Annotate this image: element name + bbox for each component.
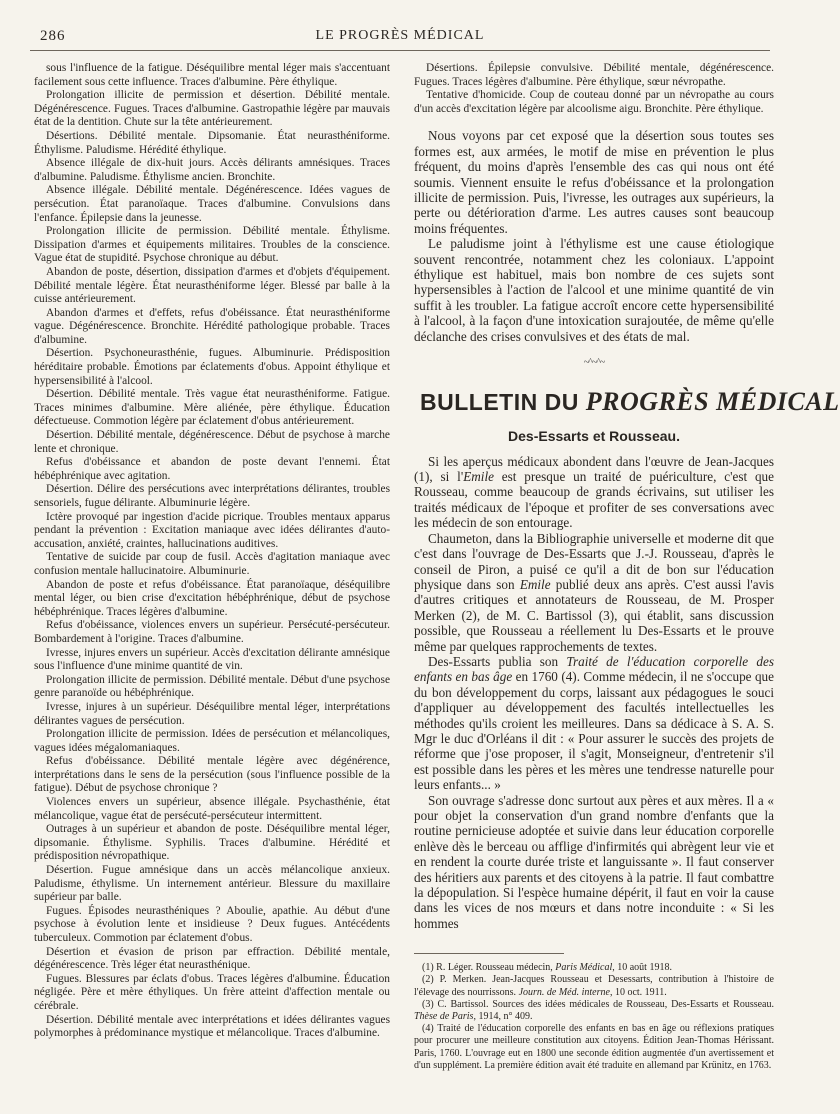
article-paragraph: Son ouvrage s'adresse donc surtout aux pères et aux mères. Il a « pour objet la conservation d'un grand nombre d'enfants que la routine pernicieuse adoptée et suivie dans leur éducation corporelle enlève dès le berceau ou afflige d'infirmités qui abrègent leur vie et en rendent la courte durée triste et languissante ». Il faut conserver des héritiers aux parents et des citoyens à la patrie. Il faut combattre la dépopulation. Si l'espèce humaine dépérit, il faut en voir la cause dans les vices de nos mœurs et dans notre inconduite : « Si les hommes [414, 792, 774, 931]
footnote: (2) P. Merken. Jean-Jacques Rousseau et Desessarts, contribution à l'histoire de l'élevage des nourrissons. Journ. de Méd. interne, 10 oct. 1911. [414, 974, 774, 998]
case-paragraph: Fugues. Épisodes neurasthéniques ? Aboulie, apathie. Au début d'une psychose à évolution lente et insidieuse ? Deux fugues. Antécédents tuberculeux. Commotion par éclatement d'obus. [34, 904, 390, 944]
bulletin-prefix: BULLETIN DU [420, 389, 579, 416]
book-title: Emile [519, 576, 551, 592]
footnote: (4) Traité de l'éducation corporelle des enfants en bas en âge ou réflexions pratiques pour procurer une meilleure constitution aux citoyens. Édition Jean-Thomas Hérissant. Paris, 1760. L'ouvrage eut en 1800 une seconde édition augmentée d'un avertissement et d'un supplément. La première édition avait été traduite en allemand par Krünitz, en 1763. [414, 1023, 774, 1071]
bulletin-title: PROGRÈS MÉDICAL [585, 387, 840, 417]
case-paragraph: Refus d'obéissance. Débilité mentale légère avec dégénérence, interprétations dans le sens de la persécution (sous l'influence possible de la fatigue). Début de psychose chronique ? [34, 755, 390, 795]
conclusion-paragraph: Nous voyons par cet exposé que la désertion sous toutes ses formes est, aux armées, le motif de mise en prévention le plus fréquent, du moins d'après l'ensemble des cas qui nous ont été soumis. Viennent ensuite le refus d'obéissance et la prolongation illicite de permission. Puis, l'ivresse, les outrages aux supérieurs, la perte ou détérioration d'arme. Les autres causes sont beaucoup moins fréquentes. [414, 128, 774, 236]
page-header [30, 26, 770, 46]
case-paragraph: Tentative d'homicide. Coup de couteau donné par un névropathe au cours d'un accès d'excitation légère par alcoolisme aigu. Bronchite. Père éthylique. [414, 89, 774, 115]
case-paragraph: Prolongation illicite de permission. Débilité mentale. Début d'une psychose genre paranoïde ou hébéphrénique. [34, 673, 390, 700]
case-paragraph: Désertion. Psychoneurasthénie, fugues. Albuminurie. Prédisposition héréditaire probable. Émotions par éclatements d'obus. Appoint éthylique et hypersensibilité à l'alcool. [34, 347, 390, 387]
case-paragraph: Désertion. Fugue amnésique dans un accès mélancolique anxieux. Paludisme, éthylisme. Un internement antérieur. Blessure du maxillaire supérieur par balle. [34, 864, 390, 904]
case-paragraph: Désertions. Débilité mentale. Dipsomanie. État neurasthéniforme. Éthylisme. Paludisme. Hérédité éthylique. [34, 129, 390, 156]
case-paragraph: Désertion. Débilité mentale. Très vague état neurasthéniforme. Fatigue. Traces minimes d'albumine. Mère aliénée, père éthylique. Éducation défectueuse. Commotion légère par éclatement d'obus antérieurement. [34, 388, 390, 428]
header-rule [30, 50, 770, 51]
case-paragraph: Violences envers un supérieur, absence illégale. Psychasthénie, état mélancolique, vague état de persécuté-persécuteur intermittent. [34, 796, 390, 822]
article-title: Des-Essarts et Rousseau. [508, 428, 680, 445]
footnote: (3) C. Bartissol. Sources des idées médicales de Rousseau, Des-Essarts et Rousseau. Thèse de Paris, 1914, n° 409. [414, 998, 774, 1023]
book-title: Emile [463, 469, 494, 485]
case-paragraph: Outrages à un supérieur et abandon de poste. Déséquilibre mental léger, dipsomanie. Éthylisme. Syphilis. Traces d'albumine. Hérédité et prédisposition névropathique. [34, 823, 390, 863]
bulletin-heading [420, 387, 840, 417]
case-paragraph: Prolongation illicite de permission. Idées de persécution et mélancoliques, vagues idées mégalomaniaques. [34, 728, 390, 754]
case-paragraph: Fugues. Blessures par éclats d'obus. Traces légères d'albumine. Éducation négligée. Père et mère éthyliques. Un frère atteint d'affection mentale ou cérébrale. [34, 972, 390, 1012]
case-paragraph: sous l'influence de la fatigue. Déséquilibre mental léger mais s'accentuant facilement sous cette influence. Traces d'albumine. Père éthylique. [34, 62, 390, 88]
case-paragraph: Désertion et évasion de prison par effraction. Débilité mentale, dégénérescence. Très léger état neurasthénique. [34, 945, 390, 972]
case-paragraph: Prolongation illicite de permission et désertion. Débilité mentale. Dégénérescence. Fugues. Traces d'albumine. Gastropathie légère par mauvais état de la dentition. Chute sur la tête antérieurement. [34, 89, 390, 129]
article-paragraph: Si les aperçus médicaux abondent dans l'œuvre de Jean-Jacques (1), si l'Emile est presque un traité de puériculture, c'est que Rousseau, comme beaucoup de grands écrivains, sut utiliser les traités médicaux de l'époque et profiter de ses conversations avec les médecin de son entourage. [414, 453, 775, 531]
case-paragraph: Désertion. Débilité mentale avec interprétations et idées délirantes vagues polymorphes à prédominance mystique et mélancolique. Traces d'albumine. [34, 1013, 390, 1040]
case-paragraph: Absence illégale. Débilité mentale. Dégénérescence. Idées vagues de persécution. État paranoïaque. Traces d'albumine. Convulsions dans l'enfance. Épilepsie dans la jeunesse. [34, 184, 390, 224]
section-divider: ~^~^~ [583, 357, 605, 369]
case-paragraph: Prolongation illicite de permission. Débilité mentale. Éthylisme. Dissipation d'armes et équipements militaires. Troubles de la conscience. Vague état de stupidité. Psychose chronique au début. [34, 225, 390, 265]
article-paragraph: Chaumeton, dans la Bibliographie universelle et moderne dit que c'est dans l'ouvrage de Des-Essarts que J.-J. Rousseau, d'après le conseil de Piron, a puisé ce qu'il a dit de bon sur l'éducation physique dans son Emile publié deux ans après. C'est aussi l'avis d'autres critiques et annotateurs de Rousseau, de M. Prosper Merken (2), de M. C. Bartissol (3), qui établit, sans discussion possible, que Rousseau a réellement lu Des-Essarts et le prouve même par quelques rapprochements de textes. [414, 530, 774, 654]
right-column [414, 62, 840, 1072]
case-paragraph: Abandon d'armes et d'effets, refus d'obéissance. État neurasthéniforme vague. Dégénérescence. Bronchite. Hérédité pathologique probable. Traces d'albumine. [34, 306, 390, 346]
case-paragraph: Ivresse, injures envers un supérieur. Accès d'excitation délirante amnésique sous l'influence d'une minime quantité de vin. [34, 646, 390, 673]
case-paragraph: Ictère provoqué par ingestion d'acide picrique. Troubles mentaux apparus pendant la prévention : Excitation maniaque avec idées délirantes d'auto-accusation, anxiété, craintes, hallucinations auditives. [34, 510, 390, 550]
case-paragraph: Abandon de poste et refus d'obéissance. État paranoïaque, déséquilibre mental léger, ou bien crise d'excitation hébéphrénique, début de psychose hébéphrénique. Traces légères d'albumine. [34, 578, 390, 618]
footnote: (1) R. Léger. Rousseau médecin, Paris Médical, 10 août 1918. [422, 962, 672, 974]
case-paragraph: Désertions. Épilepsie convulsive. Débilité mentale, dégénérescence. Fugues. Traces légères d'albumine. Père éthylique, sœur névropathe. [414, 62, 774, 88]
left-column [34, 62, 390, 1041]
running-title: LE PROGRÈS MÉDICAL [315, 28, 485, 43]
case-paragraph: Refus d'obéissance, violences envers un supérieur. Persécuté-persécuteur. Bombardement à l'origine. Traces d'albumine. [34, 619, 390, 645]
footnote-rule [414, 953, 564, 954]
case-paragraph: Désertion. Délire des persécutions avec interprétations délirantes, troubles sensoriels, fugue délirante. Albuminurie légère. [34, 483, 390, 509]
case-paragraph: Abandon de poste, désertion, dissipation d'armes et d'objets d'équipement. Débilité mentale légère. État neurasthéniforme léger. Blessé par balle à la cuisse antérieurement. [34, 265, 390, 306]
case-paragraph: Tentative de suicide par coup de fusil. Accès d'agitation maniaque avec confusion mentale hallucinatoire. Albuminurie. [34, 551, 390, 577]
case-paragraph: Ivresse, injures à un supérieur. Déséquilibre mental léger, interprétations délirantes vagues de persécution. [34, 700, 390, 727]
book-title: Traité de l'éducation corporelle des enfants en bas âge [414, 653, 774, 685]
case-paragraph: Désertion. Débilité mentale, dégénérescence. Début de psychose à marche lente et chronique. [34, 429, 390, 455]
conclusion-paragraph: Le paludisme joint à l'éthylisme est une cause étiologique souvent rencontrée, notamment chez les coloniaux. L'appoint éthylique est habituel, mais bon nombre de ces sujets sont hypersensibles à l'action de l'alcool et une minime quantité de vin suffit à les troubler. La fatigue accroît encore cette hypersensibilité à l'alcool, à la façon d'une intoxication surajoutée, de même qu'elle déclanche des crises convulsives et des états de mal. [414, 236, 774, 344]
page-number: 286 [40, 28, 66, 44]
case-paragraph: Absence illégale de dix-huit jours. Accès délirants amnésiques. Traces d'albumine. Paludisme. Éthylisme ancien. Bronchite. [34, 157, 390, 183]
case-paragraph: Refus d'obéissance et abandon de poste devant l'ennemi. État hébéphrénique avec agitation. [34, 456, 390, 482]
article-paragraph: Des-Essarts publia son Traité de l'éducation corporelle des enfants en bas âge en 1760 (4). Comme médecin, il ne s'occupe que du bon développement du corps, laissant aux pédagogues le souci d'appliquer au développement des facultés intellectuelles les méthodes qu'ils croient les meilleures. Dans sa dédicace à S. A. S. Mgr le duc d'Orléans il dit : « Pour assurer le succès des projets de réforme que j'ose proposer, il s'agit, Monseigneur, d'entretenir s'il est possible dans les pères et les mères une tendresse naturelle pour leurs enfants... » [414, 653, 774, 793]
